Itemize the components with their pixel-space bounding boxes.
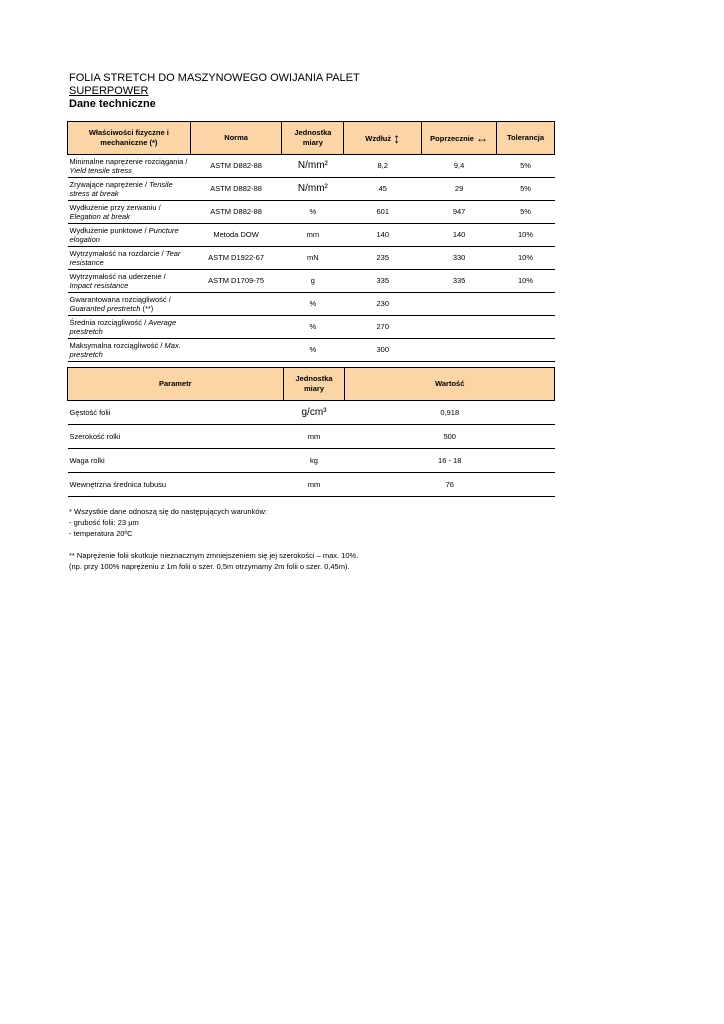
- unit-value: %: [309, 345, 317, 355]
- unit-value: %: [309, 322, 317, 332]
- norm-cell: ASTM D882-88: [190, 201, 282, 224]
- unit-value: %: [309, 299, 317, 309]
- across-cell: 330: [422, 247, 497, 270]
- table-row: [68, 178, 555, 201]
- table-row: [68, 449, 555, 473]
- unit-value: mN: [307, 253, 319, 263]
- norm-cell: ASTM D1922-67: [190, 247, 282, 270]
- along-cell: 45: [344, 178, 422, 201]
- property-cell: Maksymalna rozciągliwość / Max. prestretch: [68, 339, 191, 362]
- property-cell: Minimalne naprężenie rozciągania / Yield tensile stress: [68, 155, 191, 178]
- across-cell: [422, 293, 497, 316]
- unit-value: g: [310, 276, 315, 286]
- across-cell: 335: [422, 270, 497, 293]
- parameter-label: Waga rolki: [68, 449, 284, 473]
- norm-cell: [190, 339, 282, 362]
- table-row: [68, 401, 555, 425]
- table-header-row: [68, 122, 555, 155]
- unit-cell: [282, 247, 344, 270]
- along-cell: 230: [344, 293, 422, 316]
- property-name-en: Yield tensile stress: [69, 166, 132, 175]
- footnote-conditions: * Wszystkie dane odnoszą się do następujących warunków:: [69, 507, 268, 516]
- value-cell: 16 - 18: [345, 449, 555, 473]
- unit-value: %: [309, 207, 317, 217]
- technical-properties-table: [67, 121, 555, 362]
- unit-cell: [282, 155, 344, 178]
- tolerance-cell: 5%: [497, 155, 555, 178]
- header-value: Wartość: [345, 368, 555, 401]
- property-name-en: Puncture elogation: [69, 225, 179, 244]
- unit-value: kg: [310, 456, 318, 465]
- unit-cell: [282, 224, 344, 247]
- along-cell: 270: [344, 316, 422, 339]
- property-name-pl: Zrywające naprężenie: [69, 179, 143, 189]
- norm-cell: ASTM D882-88: [190, 155, 282, 178]
- unit-cell: [282, 293, 344, 316]
- document-title-block: [69, 72, 360, 111]
- header-unit: Jednostka miary: [283, 368, 345, 401]
- norm-cell: [190, 293, 282, 316]
- product-category-title: FOLIA STRETCH DO MASZYNOWEGO OWIJANIA PALET: [69, 72, 360, 84]
- unit-cell: [282, 316, 344, 339]
- table-row: [68, 224, 555, 247]
- property-name-pl: Wytrzymałość na rozdarcie: [69, 248, 160, 258]
- norm-cell: ASTM D1709-75: [190, 270, 282, 293]
- tolerance-cell: 10%: [497, 224, 555, 247]
- unit-cell: [282, 178, 344, 201]
- tolerance-cell: 10%: [497, 247, 555, 270]
- header-properties: Właściwości fizyczne i mechaniczne (*): [68, 122, 191, 155]
- norm-cell: ASTM D882-88: [190, 178, 282, 201]
- unit-cell: [282, 270, 344, 293]
- property-note-marker: (**): [142, 304, 154, 313]
- norm-cell: Metoda DOW: [190, 224, 282, 247]
- along-cell: 601: [344, 201, 422, 224]
- value-cell: 76: [345, 473, 555, 497]
- property-name-en: Tensile stress at break: [69, 179, 173, 198]
- unit-cell: [283, 401, 345, 425]
- along-cell: 140: [344, 224, 422, 247]
- table-row: [68, 473, 555, 497]
- across-cell: 29: [422, 178, 497, 201]
- unit-cell: [283, 425, 345, 449]
- tolerance-cell: [497, 293, 555, 316]
- unit-value: mm: [307, 432, 321, 441]
- unit-value: mm: [307, 480, 321, 489]
- header-norm: Norma: [190, 122, 282, 155]
- footnote-prestretch: ** Naprężenie folii skutkuje nieznacznym zmniejszeniem się jej szerokości – max. 10%.: [69, 551, 359, 560]
- tolerance-cell: 5%: [497, 201, 555, 224]
- parameter-label: Szerokość rolki: [68, 425, 284, 449]
- property-name-pl: Wydłużenie punktowe: [69, 225, 143, 235]
- table-row: [68, 155, 555, 178]
- header-parameter: Parametr: [68, 368, 284, 401]
- property-cell: Gwarantowana rozciągliwość / Guaranted prestretch (**): [68, 293, 191, 316]
- section-title: Dane techniczne: [69, 98, 156, 110]
- header-along-label: Wzdłuż: [365, 133, 392, 143]
- across-cell: 947: [422, 201, 497, 224]
- table-row: [68, 339, 555, 362]
- property-cell: Wytrzymałość na uderzenie / Impact resistance: [68, 270, 191, 293]
- property-name-en: Elegation at break: [69, 212, 130, 221]
- parameter-label: Gęstość folii: [68, 401, 284, 425]
- footnotes: [69, 506, 358, 572]
- across-cell: 140: [422, 224, 497, 247]
- tolerance-cell: 10%: [497, 270, 555, 293]
- product-name: SUPERPOWER: [69, 85, 149, 97]
- property-cell: Zrywające naprężenie / Tensile stress at break: [68, 178, 191, 201]
- value-cell: 500: [345, 425, 555, 449]
- property-name-pl: Średnia rozciągliwość: [69, 317, 143, 327]
- footnote-example: (np. przy 100% naprężeniu z 1m folii o szer. 0,5m otrzymamy 2m folii o szer. 0,45m).: [69, 562, 350, 571]
- norm-cell: [190, 316, 282, 339]
- header-across: [422, 122, 497, 155]
- unit-value: g/cm³: [301, 407, 327, 418]
- header-along: [344, 122, 422, 155]
- unit-value: mm: [306, 230, 320, 240]
- table-row: [68, 201, 555, 224]
- across-cell: [422, 339, 497, 362]
- parameter-label: Wewnętrzna średnica tubusu: [68, 473, 284, 497]
- property-cell: Średnia rozciągliwość / Average prestretch: [68, 316, 191, 339]
- value-cell: 0,918: [345, 401, 555, 425]
- footnote-thickness: - grubość folii: 23 µm: [69, 518, 139, 527]
- horizontal-arrow-icon: ↔: [476, 130, 489, 145]
- tolerance-cell: [497, 316, 555, 339]
- property-name-en: Impact resistance: [69, 281, 129, 290]
- along-cell: 8,2: [344, 155, 422, 178]
- property-name-pl: Gwarantowana rozciągliwość: [69, 294, 167, 304]
- table-row: [68, 425, 555, 449]
- property-name-en: Average prestretch: [69, 317, 177, 336]
- table-row: [68, 247, 555, 270]
- along-cell: 235: [344, 247, 422, 270]
- across-cell: [422, 316, 497, 339]
- table-row: [68, 293, 555, 316]
- along-cell: 300: [344, 339, 422, 362]
- property-name-pl: Maksymalna rozciągliwość: [69, 340, 159, 350]
- across-cell: 9,4: [422, 155, 497, 178]
- property-cell: Wydłużenie punktowe / Puncture elogation: [68, 224, 191, 247]
- property-name-en: Tear resistance: [69, 248, 181, 267]
- header-tolerance: Tolerancja: [497, 122, 555, 155]
- tolerance-cell: [497, 339, 555, 362]
- tolerance-cell: 5%: [497, 178, 555, 201]
- unit-value: N/mm²: [297, 183, 328, 195]
- footnote-temperature: - temperatura 20ºC: [69, 529, 133, 538]
- table-row: [68, 270, 555, 293]
- property-name-pl: Wytrzymałość na uderzenie: [69, 271, 162, 281]
- unit-cell: [282, 201, 344, 224]
- property-name-pl: Wydłużenie przy zerwaniu: [69, 202, 157, 212]
- unit-cell: [283, 449, 345, 473]
- table-row: [68, 316, 555, 339]
- header-across-label: Poprzecznie: [430, 133, 474, 143]
- along-cell: 335: [344, 270, 422, 293]
- header-unit: Jednostka miary: [282, 122, 344, 155]
- property-name-en: Guaranted prestretch: [69, 304, 141, 313]
- property-cell: Wydłużenie przy zerwaniu / Elegation at break: [68, 201, 191, 224]
- parameters-table: [67, 367, 555, 497]
- property-name-en: Max. prestretch: [69, 340, 181, 359]
- unit-cell: [282, 339, 344, 362]
- unit-cell: [283, 473, 345, 497]
- property-name-pl: Minimalne naprężenie rozciągania: [69, 156, 184, 166]
- unit-value: N/mm²: [297, 160, 328, 172]
- vertical-arrow-icon: ↕: [393, 129, 401, 146]
- property-cell: Wytrzymałość na rozdarcie / Tear resistance: [68, 247, 191, 270]
- table-header-row: [68, 368, 555, 401]
